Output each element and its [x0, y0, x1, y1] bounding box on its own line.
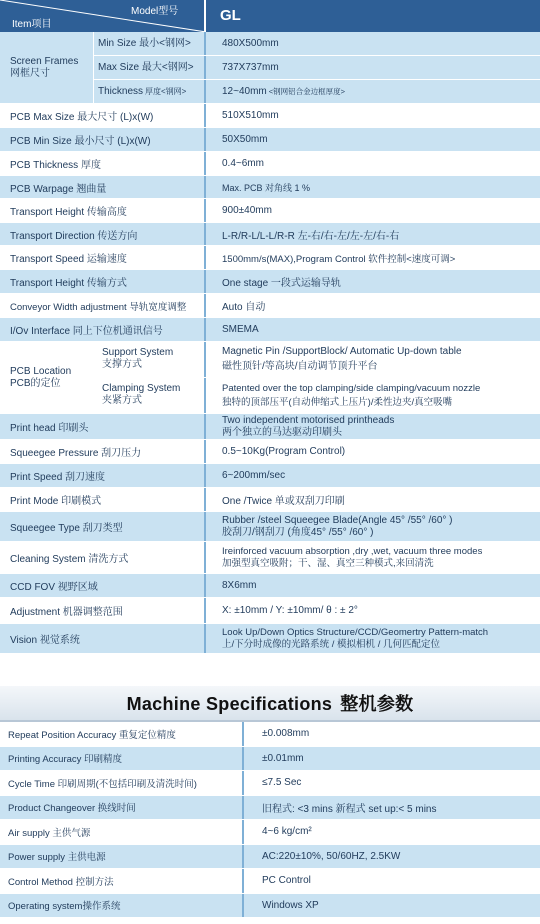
table-row [0, 747, 540, 772]
row-value: SMEMA [206, 318, 540, 341]
row-label: Print Speed 刮刀速度 [0, 464, 206, 487]
row-value: AC:220±10%, 50/60HZ, 2.5KW [244, 845, 540, 869]
row-label: Air supply 主供气源 [0, 820, 244, 844]
row-value: 900±40mm [206, 199, 540, 222]
row-label: PCB Warpage 翘曲量 [0, 176, 206, 198]
support-system-row [94, 342, 540, 378]
pcb-location-group [0, 342, 540, 414]
support-system-label-cn: 支撑方式 [102, 359, 142, 371]
header-corner-cell [0, 0, 206, 32]
machine-specifications-title [0, 686, 540, 722]
row-label: Print Mode 印刷模式 [0, 488, 206, 511]
table-row [0, 246, 540, 270]
row-value: Max. PCB 对角线 1 % [206, 176, 540, 198]
table-row [0, 542, 540, 574]
table-row [0, 223, 540, 246]
row-label: Adjustment 机器调整范围 [0, 598, 206, 623]
table-row [0, 199, 540, 223]
row-value-line-2: 胶刮刀/钢刮刀 (角度45° /55° /60° ) [222, 526, 374, 538]
row-value [206, 414, 540, 439]
row-label: Cleaning System 清洗方式 [0, 542, 206, 573]
min-size-label: Min Size 最小<钢网> [94, 32, 206, 55]
support-value-cn: 磁性顶针/等高块/自动调节顶升平台 [222, 361, 378, 373]
row-label: PCB Thickness 厚度 [0, 152, 206, 175]
screen-frames-label-cn: 网框尺寸 [10, 67, 50, 79]
row-value: ±0.01mm [244, 747, 540, 771]
row-value: 1500mm/s(MAX),Program Control 软件控制<速度可调> [206, 246, 540, 269]
row-label: Squeegee Type 刮刀类型 [0, 512, 206, 541]
table-row [0, 598, 540, 624]
row-value [206, 624, 540, 653]
table-row [0, 771, 540, 796]
thickness-value [206, 80, 540, 103]
row-label: CCD FOV 视野区域 [0, 574, 206, 597]
row-value-line-2: 加强型真空吸附；干、湿、真空三种模式,来回清洗 [222, 557, 434, 569]
clamping-value-en: Patented over the top clamping/side clamping/vacuum nozzle [222, 382, 481, 394]
row-value-line-2: 上/下分时成像的光路系统 / 模拟相机 / 几何匹配定位 [222, 638, 440, 650]
row-label: Print head 印刷头 [0, 414, 206, 439]
clamping-system-row [94, 378, 540, 414]
table-row [0, 574, 540, 598]
item-header-label: Item项目 [12, 19, 52, 30]
table-row [0, 845, 540, 870]
table-row [0, 270, 540, 294]
row-label: PCB Max Size 最大尺寸 (L)x(W) [0, 104, 206, 127]
support-system-value [206, 342, 540, 377]
max-size-label: Max Size 最大<钢网> [94, 56, 206, 79]
row-value: One stage 一段式运输导轨 [206, 270, 540, 293]
row-label: Cycle Time 印刷周期(不包括印刷及清洗时间) [0, 771, 244, 795]
table-row [0, 318, 540, 342]
pcb-location-label-cn: PCB的定位 [10, 377, 61, 389]
row-value: 8X6mm [206, 574, 540, 597]
model-header-label: Model型号 [131, 6, 179, 17]
clamping-system-label-cn: 夹紧方式 [102, 395, 142, 407]
table-row [0, 294, 540, 318]
row-value: ±0.008mm [244, 722, 540, 746]
table-row [0, 796, 540, 821]
table-row [0, 440, 540, 464]
row-value: 0.5~10Kg(Program Control) [206, 440, 540, 463]
row-label: Power supply 主供电源 [0, 845, 244, 869]
max-size-value: 737X737mm [206, 56, 540, 79]
min-size-value: 480X500mm [206, 32, 540, 55]
support-system-label-en: Support System [102, 347, 174, 359]
row-value: ≤7.5 Sec [244, 771, 540, 795]
row-value: Windows XP [244, 894, 540, 918]
row-label: Operating system操作系统 [0, 894, 244, 918]
row-value: One /Twice 单或双刮刀印刷 [206, 488, 540, 511]
row-value: 0.4~6mm [206, 152, 540, 175]
clamping-value-cn: 独特的顶部压平(自动伸缩式上压片)/柔性边夹/真空吸嘴 [222, 396, 453, 408]
row-value-line-1: Rubber /steel Squeegee Blade(Angle 45° /55° /60° ) [222, 514, 453, 526]
row-value: 旧程式: <3 mins 新程式 set up:< 5 mins [244, 796, 540, 820]
row-value-line-1: Look Up/Down Optics Structure/CCD/Geomertry Pattern-match [222, 626, 489, 638]
screen-frames-label [0, 32, 94, 103]
table-row [0, 464, 540, 488]
row-value: PC Control [244, 869, 540, 893]
row-value-line-1: Two independent motorised printheads [222, 414, 395, 426]
pcb-location-label [0, 342, 94, 413]
screen-frames-group [0, 32, 540, 104]
row-label: Transport Height 传输方式 [0, 270, 206, 293]
row-value [206, 542, 540, 573]
row-label: Squeegee Pressure 刮刀压力 [0, 440, 206, 463]
thickness-label-en: Thickness [98, 85, 144, 97]
row-label: Vision 视觉系统 [0, 624, 206, 653]
row-label: Transport Height 传输高度 [0, 199, 206, 222]
clamping-system-value [206, 378, 540, 414]
table-row [0, 176, 540, 199]
row-value: 510X510mm [206, 104, 540, 127]
table-row [0, 152, 540, 176]
model-value: GL [206, 0, 540, 32]
thickness-value-main: 12~40mm [222, 86, 267, 97]
support-system-label [94, 342, 206, 377]
table-row [0, 722, 540, 747]
table-row [0, 488, 540, 512]
row-label: Control Method 控制方法 [0, 869, 244, 893]
row-value-line-1: Ireinforced vacuum absorption ,dry ,wet, vacuum three modes [222, 545, 483, 557]
row-value: Auto 自动 [206, 294, 540, 317]
row-value: 4~6 kg/cm² [244, 820, 540, 844]
row-value: L-R/R-L/L-L/R-R 左-右/右-左/左-左/右-右 [206, 223, 540, 245]
pcb-location-label-en: PCB Location [10, 365, 72, 377]
row-value-line-2: 两个独立的马达驱动印刷头 [222, 426, 342, 438]
row-label: Transport Speed 运输速度 [0, 246, 206, 269]
machine-specifications-table [0, 686, 540, 918]
row-value: 50X50mm [206, 128, 540, 151]
table-row [0, 104, 540, 128]
screen-frames-min-row [94, 32, 540, 56]
screen-frames-thickness-row [94, 80, 540, 103]
row-value: 6~200mm/sec [206, 464, 540, 487]
row-label: Product Changeover 换线时间 [0, 796, 244, 820]
table-header [0, 0, 540, 32]
table-row [0, 414, 540, 440]
title-en: Machine Specifications [126, 694, 333, 714]
table-row [0, 820, 540, 845]
clamping-system-label-en: Clamping System [102, 383, 181, 395]
row-value [206, 512, 540, 541]
support-value-en: Magnetic Pin /SupportBlock/ Automatic Up-down table [222, 346, 462, 358]
table-row [0, 512, 540, 542]
row-label: Conveyor Width adjustment 导轨宽度调整 [0, 294, 206, 317]
clamping-system-label [94, 378, 206, 414]
table-row [0, 624, 540, 654]
screen-frames-max-row [94, 56, 540, 80]
screen-frames-label-en: Screen Frames [10, 55, 79, 67]
row-label: Repeat Position Accuracy 重复定位精度 [0, 722, 244, 746]
table-row [0, 869, 540, 894]
title-cn: 整机参数 [340, 694, 414, 714]
table-row [0, 128, 540, 152]
thickness-label [94, 80, 206, 103]
thickness-value-note: <钢网铝合金边框厚度> [268, 87, 346, 96]
table-row [0, 894, 540, 919]
row-label: I/Ov Interface 同上下位机通讯信号 [0, 318, 206, 341]
row-label: PCB Min Size 最小尺寸 (L)x(W) [0, 128, 206, 151]
row-label: Printing Accuracy 印刷精度 [0, 747, 244, 771]
row-value: X: ±10mm / Y: ±10mm/ θ : ± 2° [206, 598, 540, 623]
thickness-label-cn: 厚度<钢网> [145, 86, 187, 96]
row-label: Transport Direction 传送方向 [0, 223, 206, 245]
